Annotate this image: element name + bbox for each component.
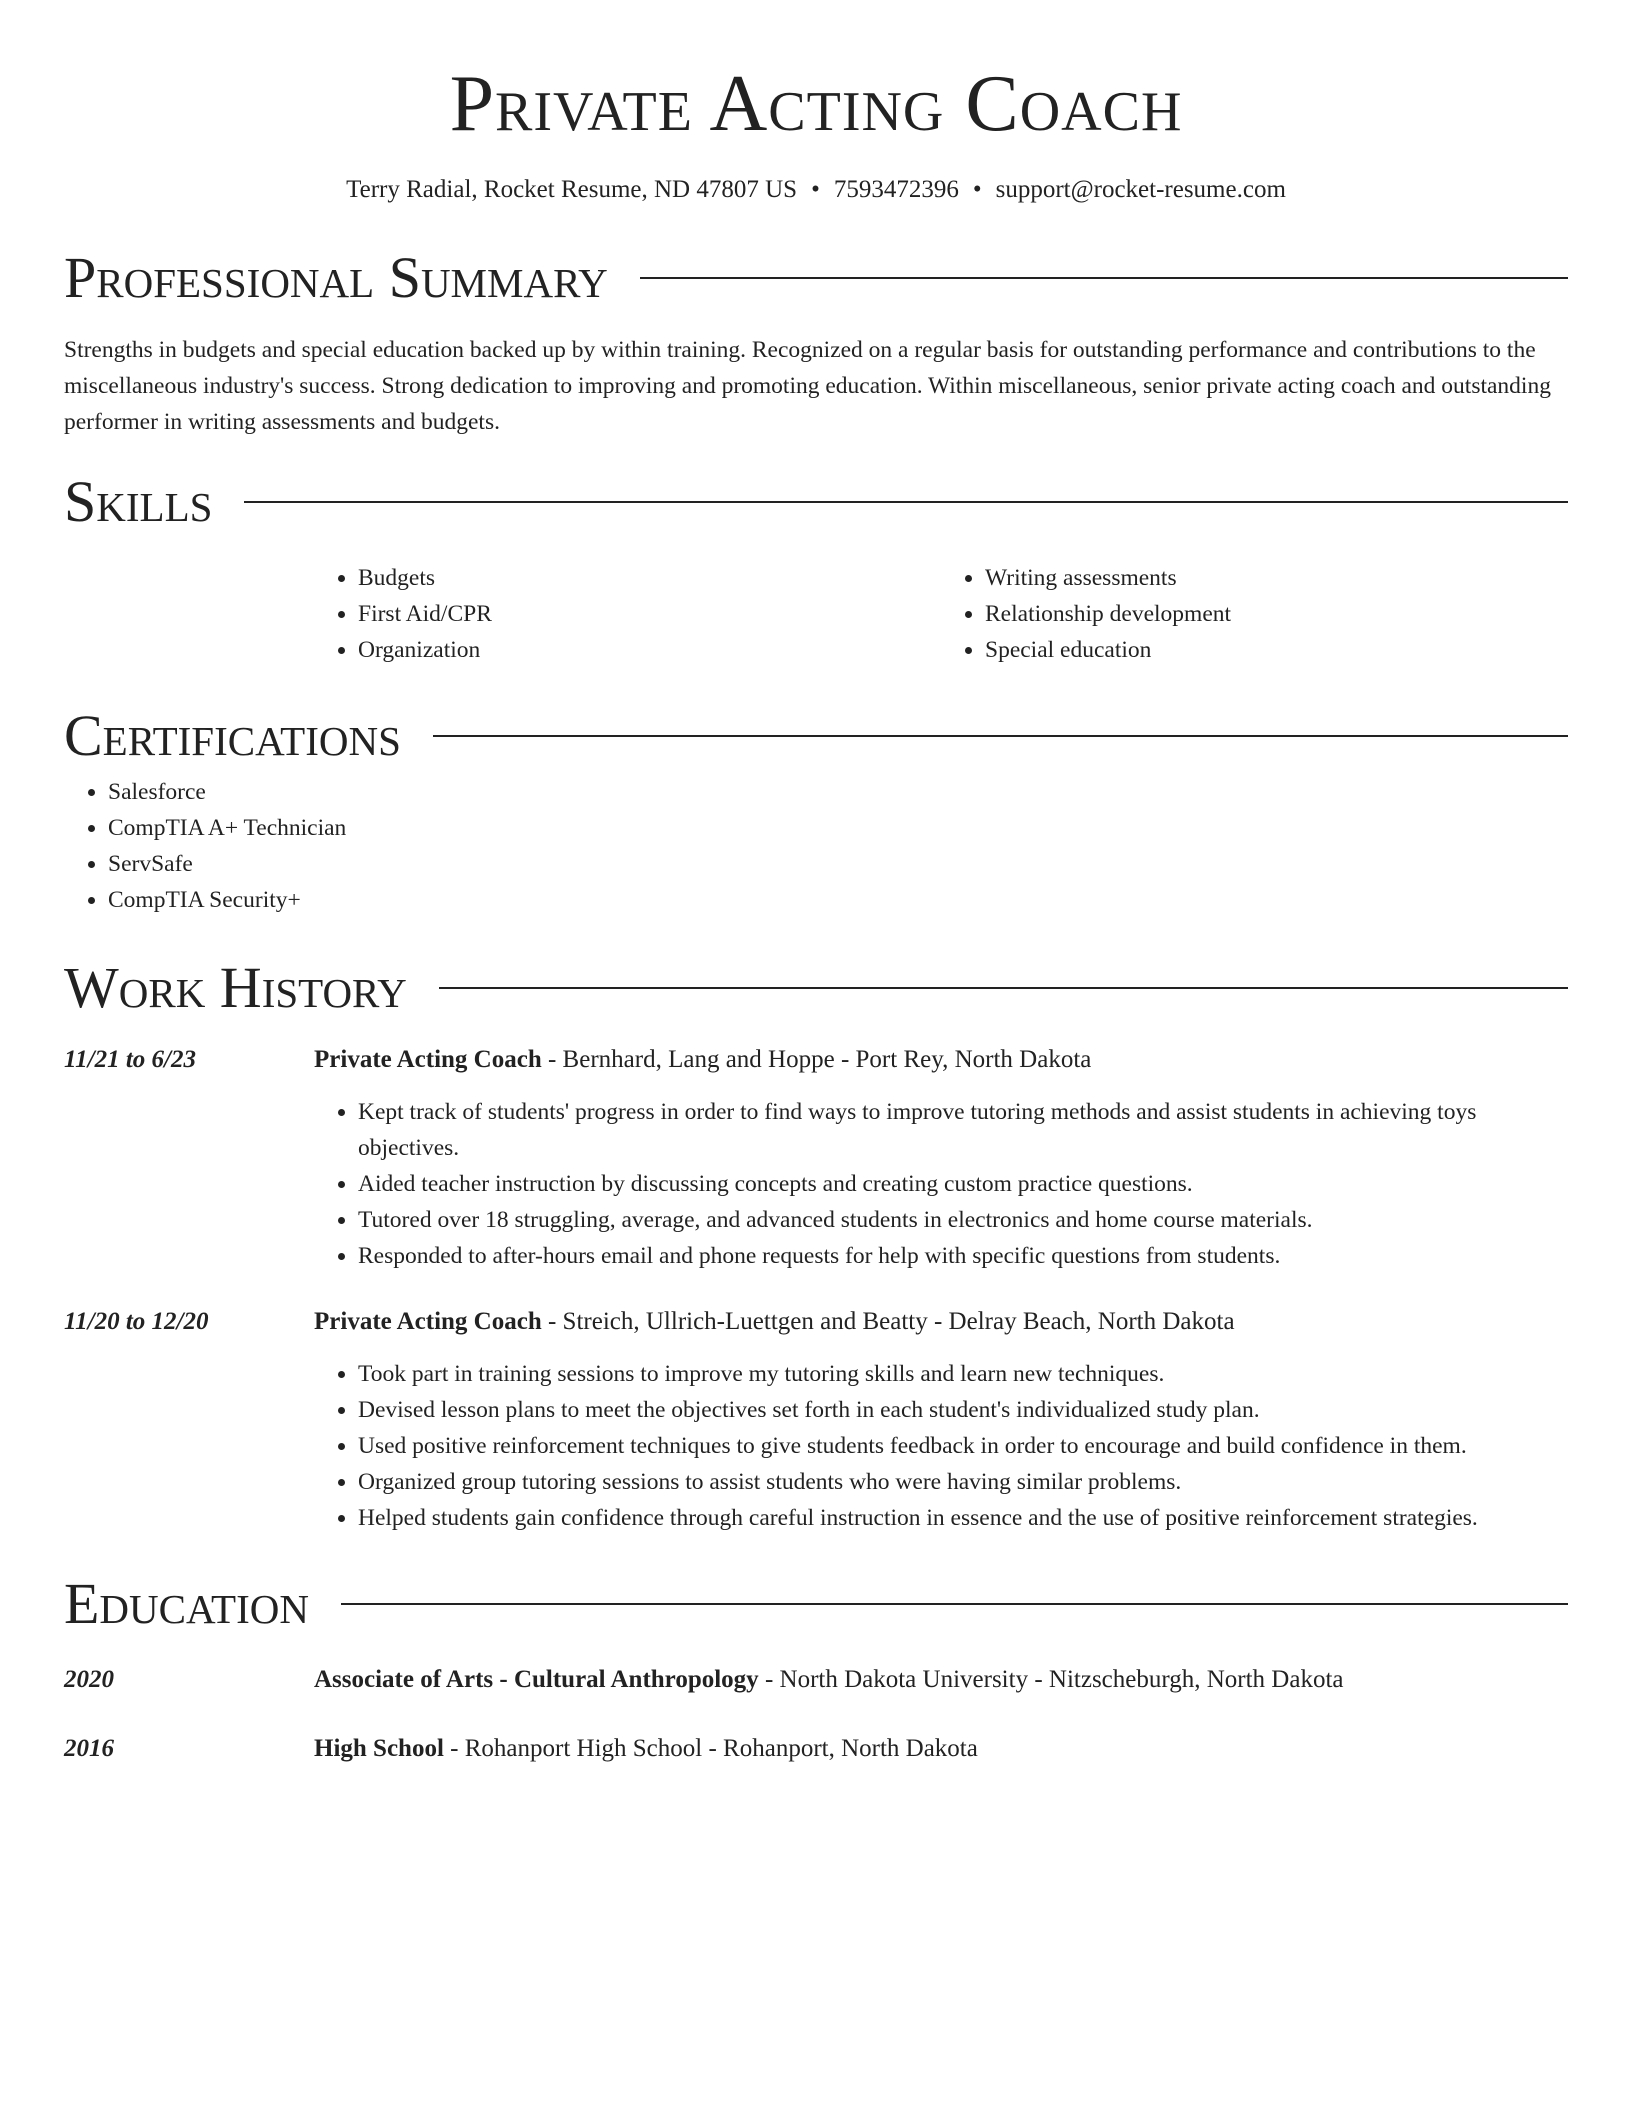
section-professional-summary bbox=[64, 240, 1568, 440]
resume-name: Private Acting Coach bbox=[449, 60, 1183, 148]
skills-grid bbox=[314, 560, 1568, 668]
education-title-line bbox=[314, 1662, 1568, 1698]
work-dates: 11/21 to 6/23 bbox=[64, 1046, 196, 1073]
section-divider bbox=[439, 987, 1568, 989]
job-details: - Streich, Ullrich-Luettgen and Beatty - Delray Beach, North Dakota bbox=[541, 1308, 1235, 1335]
education-year: 2016 bbox=[64, 1735, 114, 1762]
section-education bbox=[64, 1566, 1568, 1767]
section-header bbox=[64, 1566, 1568, 1642]
section-divider bbox=[433, 735, 1568, 737]
section-work-history bbox=[64, 950, 1568, 1536]
section-header bbox=[64, 950, 1568, 1026]
education-year: 2020 bbox=[64, 1666, 114, 1693]
work-entry bbox=[64, 1304, 1568, 1536]
education-entry bbox=[64, 1662, 1568, 1698]
skill-item: • Writing assessments bbox=[985, 560, 1568, 596]
education-body bbox=[314, 1662, 1568, 1698]
section-header bbox=[64, 464, 1568, 540]
work-bullet: • Tutored over 18 struggling, average, and advanced students in electronics and home course materials. bbox=[358, 1202, 1568, 1238]
certification-item: • Salesforce bbox=[108, 774, 1568, 810]
work-bullet: • Helped students gain confidence through careful instruction in essence and the use of positive reinforcement strategies. bbox=[358, 1500, 1568, 1536]
section-divider bbox=[640, 277, 1568, 279]
section-title: Education bbox=[64, 1571, 309, 1636]
work-bullet: • Responded to after-hours email and phone requests for help with specific questions from students. bbox=[358, 1238, 1568, 1274]
section-divider bbox=[244, 501, 1568, 503]
skill-item: • Budgets bbox=[358, 560, 941, 596]
work-bullet: • Organized group tutoring sessions to assist students who were having similar problems. bbox=[358, 1464, 1568, 1500]
skills-column-left bbox=[314, 560, 941, 668]
skill-item: • Organization bbox=[358, 632, 941, 668]
work-body bbox=[314, 1304, 1568, 1536]
work-bullet: • Devised lesson plans to meet the objectives set forth in each student's individualized study plan. bbox=[358, 1392, 1568, 1428]
contact-line bbox=[64, 174, 1568, 206]
contact-address: Terry Radial, Rocket Resume, ND 47807 US bbox=[346, 176, 798, 203]
contact-separator: • bbox=[811, 176, 820, 203]
certification-item: • ServSafe bbox=[108, 846, 1568, 882]
skills-column-right bbox=[941, 560, 1568, 668]
job-title: Private Acting Coach bbox=[314, 1308, 542, 1335]
education-body bbox=[314, 1731, 1568, 1767]
work-bullet: • Kept track of students' progress in order to find ways to improve tutoring methods and assist students in achieving toys objectives. bbox=[358, 1094, 1568, 1166]
education-details: - North Dakota University - Nitzscheburgh, North Dakota bbox=[758, 1666, 1344, 1693]
work-bullet: • Used positive reinforcement techniques to give students feedback in order to encourage and build confidence in them. bbox=[358, 1428, 1568, 1464]
skill-item: • Special education bbox=[985, 632, 1568, 668]
certification-item: • CompTIA Security+ bbox=[108, 882, 1568, 918]
work-title-line bbox=[314, 1042, 1568, 1078]
work-bullet: • Aided teacher instruction by discussing concepts and creating custom practice questions. bbox=[358, 1166, 1568, 1202]
section-certifications bbox=[64, 698, 1568, 918]
section-divider bbox=[341, 1603, 1568, 1605]
contact-email: support@rocket-resume.com bbox=[995, 176, 1286, 203]
summary-text: Strengths in budgets and special education backed up by within training. Recognized on a regular basis for outstanding performance and contributions to the miscellaneous industry's success. Strong dedication to improving and promoting education. Within miscellaneous, senior private acting coach and outstanding performer in writing assessments and budgets. bbox=[64, 337, 1551, 435]
education-title-line bbox=[314, 1731, 1568, 1767]
skill-item: • Relationship development bbox=[985, 596, 1568, 632]
work-title-line bbox=[314, 1304, 1568, 1340]
education-degree: Associate of Arts - Cultural Anthropology bbox=[314, 1666, 759, 1693]
education-details: - Rohanport High School - Rohanport, North Dakota bbox=[443, 1735, 978, 1762]
job-details: - Bernhard, Lang and Hoppe - Port Rey, North Dakota bbox=[541, 1046, 1092, 1073]
contact-separator: • bbox=[972, 176, 982, 203]
section-header bbox=[64, 698, 1568, 774]
section-title: Certifications bbox=[64, 703, 401, 768]
section-title: Professional Summary bbox=[64, 245, 608, 310]
section-skills bbox=[64, 464, 1568, 668]
work-body bbox=[314, 1042, 1568, 1274]
education-entry bbox=[64, 1731, 1568, 1767]
education-degree: High School bbox=[314, 1735, 444, 1762]
work-bullet: • Took part in training sessions to improve my tutoring skills and learn new techniques. bbox=[358, 1356, 1568, 1392]
job-title: Private Acting Coach bbox=[314, 1046, 542, 1073]
contact-phone: 7593472396 bbox=[833, 176, 959, 203]
work-bullets bbox=[314, 1356, 1568, 1536]
section-title: Skills bbox=[64, 469, 213, 534]
work-entry bbox=[64, 1042, 1568, 1274]
section-title: Work History bbox=[64, 955, 407, 1020]
skill-item: • First Aid/CPR bbox=[358, 596, 941, 632]
work-bullets bbox=[314, 1094, 1568, 1274]
section-header bbox=[64, 240, 1568, 316]
certification-item: • CompTIA A+ Technician bbox=[108, 810, 1568, 846]
certification-list bbox=[64, 774, 1568, 918]
work-dates: 11/20 to 12/20 bbox=[64, 1308, 209, 1335]
